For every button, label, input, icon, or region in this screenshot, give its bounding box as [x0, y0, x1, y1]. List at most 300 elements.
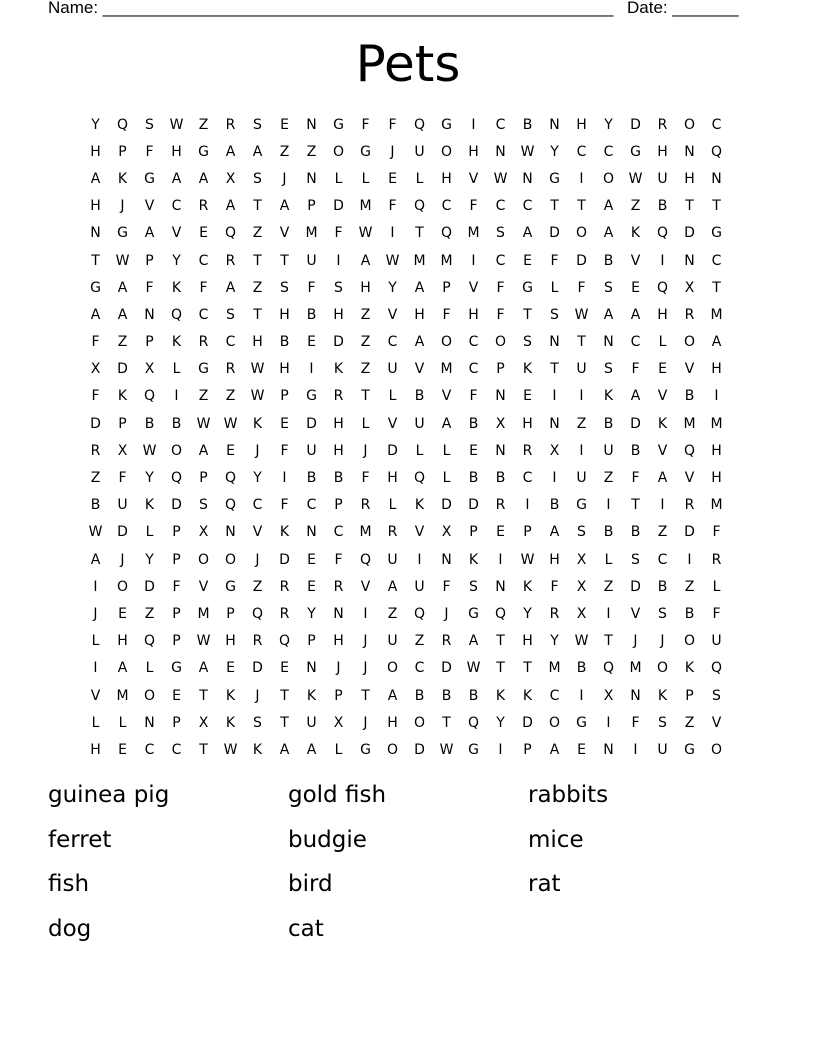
grid-letter[interactable]: O — [575, 225, 588, 242]
grid-letter[interactable]: T — [199, 741, 208, 758]
grid-letter[interactable]: Y — [145, 551, 154, 568]
grid-letter[interactable]: H — [711, 442, 722, 459]
grid-letter[interactable]: H — [387, 470, 398, 487]
grid-letter[interactable]: O — [332, 143, 345, 160]
grid-letter[interactable]: Q — [656, 279, 669, 296]
grid-letter[interactable]: E — [496, 524, 505, 541]
grid-letter[interactable]: T — [415, 225, 424, 242]
grid-letter[interactable]: D — [630, 116, 641, 133]
grid-letter[interactable]: T — [631, 497, 640, 514]
grid-letter[interactable]: O — [386, 741, 399, 758]
grid-letter[interactable]: Q — [440, 225, 453, 242]
grid-letter[interactable]: T — [253, 252, 262, 269]
grid-letter[interactable]: F — [172, 578, 181, 595]
grid-letter[interactable]: K — [468, 551, 479, 568]
grid-letter[interactable]: M — [413, 252, 426, 269]
grid-letter[interactable]: G — [468, 605, 479, 622]
grid-letter[interactable]: B — [333, 470, 344, 487]
grid-letter[interactable]: X — [603, 687, 614, 704]
grid-letter[interactable]: X — [441, 524, 452, 541]
grid-letter[interactable]: M — [548, 660, 561, 677]
grid-letter[interactable]: P — [226, 605, 235, 622]
grid-letter[interactable]: U — [576, 470, 587, 487]
grid-letter[interactable]: K — [117, 170, 128, 187]
grid-letter[interactable]: F — [118, 470, 127, 487]
grid-letter[interactable]: B — [144, 415, 155, 432]
grid-letter[interactable]: K — [657, 687, 668, 704]
grid-letter[interactable]: A — [414, 334, 425, 351]
grid-letter[interactable]: I — [633, 741, 638, 758]
grid-letter[interactable]: A — [441, 415, 452, 432]
grid-letter[interactable]: K — [684, 660, 695, 677]
grid-letter[interactable]: H — [657, 143, 668, 160]
grid-letter[interactable]: O — [548, 714, 561, 731]
grid-letter[interactable]: Q — [359, 551, 372, 568]
grid-letter[interactable]: E — [577, 741, 586, 758]
grid-letter[interactable]: C — [711, 252, 722, 269]
grid-letter[interactable]: F — [91, 388, 100, 405]
grid-letter[interactable]: Q — [224, 225, 237, 242]
grid-letter[interactable]: R — [225, 116, 236, 133]
grid-letter[interactable]: C — [576, 143, 587, 160]
grid-letter[interactable]: K — [522, 578, 533, 595]
grid-letter[interactable]: B — [549, 497, 560, 514]
grid-letter[interactable]: T — [712, 279, 721, 296]
grid-letter[interactable]: N — [549, 415, 560, 432]
grid-letter[interactable]: V — [441, 388, 452, 405]
grid-letter[interactable]: E — [280, 415, 289, 432]
grid-letter[interactable]: W — [196, 633, 211, 650]
grid-letter[interactable]: U — [414, 578, 425, 595]
grid-letter[interactable]: H — [252, 334, 263, 351]
grid-letter[interactable]: A — [657, 470, 668, 487]
grid-letter[interactable]: X — [576, 578, 587, 595]
grid-letter[interactable]: X — [495, 415, 506, 432]
grid-letter[interactable]: I — [471, 116, 476, 133]
grid-letter[interactable]: A — [144, 225, 155, 242]
grid-letter[interactable]: B — [684, 388, 695, 405]
grid-letter[interactable]: I — [714, 388, 719, 405]
grid-letter[interactable]: N — [225, 524, 236, 541]
grid-letter[interactable]: A — [90, 170, 101, 187]
grid-letter[interactable]: P — [334, 687, 343, 704]
grid-letter[interactable]: I — [579, 442, 584, 459]
grid-letter[interactable]: A — [414, 279, 425, 296]
grid-letter[interactable]: J — [363, 442, 368, 459]
grid-letter[interactable]: H — [333, 442, 344, 459]
grid-letter[interactable]: Z — [360, 306, 371, 323]
grid-letter[interactable]: H — [279, 306, 290, 323]
grid-letter[interactable]: O — [683, 633, 696, 650]
grid-letter[interactable]: F — [280, 442, 289, 459]
grid-letter[interactable]: Z — [360, 334, 371, 351]
grid-letter[interactable]: G — [360, 143, 371, 160]
grid-letter[interactable]: F — [145, 279, 154, 296]
grid-letter[interactable]: V — [630, 605, 641, 622]
grid-letter[interactable]: S — [523, 334, 532, 351]
grid-letter[interactable]: A — [171, 170, 182, 187]
grid-letter[interactable]: T — [199, 687, 208, 704]
grid-letter[interactable]: S — [469, 578, 478, 595]
grid-letter[interactable]: A — [630, 306, 641, 323]
grid-letter[interactable]: I — [687, 551, 692, 568]
grid-letter[interactable]: V — [198, 578, 209, 595]
grid-letter[interactable]: R — [684, 306, 695, 323]
grid-letter[interactable]: T — [550, 361, 559, 378]
grid-letter[interactable]: J — [633, 633, 638, 650]
grid-letter[interactable]: N — [144, 306, 155, 323]
grid-letter[interactable]: Z — [198, 116, 209, 133]
grid-letter[interactable]: H — [387, 714, 398, 731]
grid-letter[interactable]: G — [468, 741, 479, 758]
grid-letter[interactable]: R — [225, 252, 236, 269]
grid-letter[interactable]: A — [117, 306, 128, 323]
grid-letter[interactable]: Y — [550, 143, 559, 160]
grid-letter[interactable]: K — [117, 388, 128, 405]
grid-letter[interactable]: F — [631, 714, 640, 731]
grid-letter[interactable]: F — [712, 524, 721, 541]
grid-letter[interactable]: I — [93, 660, 98, 677]
grid-letter[interactable]: H — [333, 633, 344, 650]
grid-letter[interactable]: Q — [710, 143, 723, 160]
grid-letter[interactable]: H — [414, 306, 425, 323]
grid-letter[interactable]: I — [579, 170, 584, 187]
grid-letter[interactable]: E — [658, 361, 667, 378]
grid-letter[interactable]: W — [574, 306, 589, 323]
grid-letter[interactable]: H — [90, 198, 101, 215]
grid-letter[interactable]: J — [336, 660, 341, 677]
grid-letter[interactable]: K — [252, 741, 263, 758]
grid-letter[interactable]: Q — [413, 198, 426, 215]
grid-letter[interactable]: J — [390, 143, 395, 160]
grid-letter[interactable]: Z — [630, 198, 641, 215]
grid-letter[interactable]: I — [390, 225, 395, 242]
grid-letter[interactable]: O — [683, 116, 696, 133]
grid-letter[interactable]: K — [225, 714, 236, 731]
grid-letter[interactable]: O — [224, 551, 237, 568]
grid-letter[interactable]: G — [522, 279, 533, 296]
grid-letter[interactable]: A — [198, 442, 209, 459]
grid-letter[interactable]: H — [90, 143, 101, 160]
grid-letter[interactable]: X — [144, 361, 155, 378]
grid-letter[interactable]: N — [306, 170, 317, 187]
grid-letter[interactable]: I — [606, 605, 611, 622]
grid-letter[interactable]: U — [576, 361, 587, 378]
grid-letter[interactable]: E — [523, 388, 532, 405]
grid-letter[interactable]: X — [198, 524, 209, 541]
grid-letter[interactable]: Q — [170, 470, 183, 487]
grid-letter[interactable]: G — [360, 741, 371, 758]
grid-letter[interactable]: B — [468, 470, 479, 487]
grid-letter[interactable]: R — [549, 605, 560, 622]
grid-letter[interactable]: K — [630, 225, 641, 242]
grid-letter[interactable]: C — [333, 524, 344, 541]
grid-letter[interactable]: Z — [684, 714, 695, 731]
grid-letter[interactable]: P — [307, 198, 316, 215]
grid-letter[interactable]: U — [306, 442, 317, 459]
grid-letter[interactable]: H — [549, 551, 560, 568]
grid-letter[interactable]: Y — [307, 605, 316, 622]
grid-letter[interactable]: P — [685, 687, 694, 704]
grid-letter[interactable]: X — [549, 442, 560, 459]
grid-letter[interactable]: C — [495, 116, 506, 133]
grid-letter[interactable]: A — [711, 334, 722, 351]
grid-letter[interactable]: P — [172, 551, 181, 568]
grid-letter[interactable]: P — [118, 415, 127, 432]
grid-letter[interactable]: B — [657, 198, 668, 215]
grid-letter[interactable]: W — [223, 415, 238, 432]
grid-letter[interactable]: Y — [604, 116, 613, 133]
grid-letter[interactable]: J — [255, 687, 260, 704]
grid-letter[interactable]: Q — [710, 660, 723, 677]
grid-letter[interactable]: N — [630, 687, 641, 704]
grid-letter[interactable]: K — [144, 497, 155, 514]
grid-letter[interactable]: P — [172, 524, 181, 541]
grid-letter[interactable]: R — [711, 551, 722, 568]
grid-letter[interactable]: L — [334, 170, 343, 187]
grid-letter[interactable]: Q — [170, 306, 183, 323]
grid-letter[interactable]: Y — [91, 116, 100, 133]
grid-letter[interactable]: D — [171, 497, 182, 514]
grid-letter[interactable]: M — [440, 252, 453, 269]
grid-letter[interactable]: B — [468, 687, 479, 704]
grid-letter[interactable]: P — [280, 388, 289, 405]
grid-letter[interactable]: V — [630, 252, 641, 269]
grid-letter[interactable]: F — [712, 605, 721, 622]
grid-letter[interactable]: N — [306, 524, 317, 541]
grid-letter[interactable]: N — [306, 660, 317, 677]
grid-letter[interactable]: L — [361, 170, 370, 187]
grid-letter[interactable]: T — [685, 198, 694, 215]
grid-letter[interactable]: V — [468, 279, 479, 296]
grid-letter[interactable]: D — [306, 415, 317, 432]
grid-letter[interactable]: L — [334, 741, 343, 758]
grid-letter[interactable]: C — [441, 198, 452, 215]
grid-letter[interactable]: M — [629, 660, 642, 677]
grid-letter[interactable]: U — [387, 633, 398, 650]
grid-letter[interactable]: A — [549, 524, 560, 541]
grid-letter[interactable]: I — [309, 361, 314, 378]
grid-letter[interactable]: F — [577, 279, 586, 296]
grid-letter[interactable]: F — [496, 306, 505, 323]
grid-letter[interactable]: F — [631, 361, 640, 378]
grid-letter[interactable]: Y — [550, 633, 559, 650]
grid-letter[interactable]: I — [579, 388, 584, 405]
grid-letter[interactable]: B — [495, 470, 506, 487]
grid-letter[interactable]: D — [441, 497, 452, 514]
grid-letter[interactable]: Z — [252, 225, 263, 242]
grid-letter[interactable]: Q — [413, 470, 426, 487]
grid-letter[interactable]: D — [630, 415, 641, 432]
grid-letter[interactable]: O — [116, 578, 129, 595]
grid-letter[interactable]: J — [255, 551, 260, 568]
grid-letter[interactable]: H — [441, 170, 452, 187]
grid-letter[interactable]: N — [684, 252, 695, 269]
grid-letter[interactable]: V — [684, 470, 695, 487]
name-field-label[interactable]: Name: ______________________________________________________ — [48, 0, 614, 17]
grid-letter[interactable]: Z — [360, 361, 371, 378]
grid-letter[interactable]: O — [656, 660, 669, 677]
grid-letter[interactable]: P — [496, 361, 505, 378]
grid-letter[interactable]: E — [199, 225, 208, 242]
grid-letter[interactable]: G — [171, 660, 182, 677]
grid-letter[interactable]: Q — [224, 497, 237, 514]
grid-letter[interactable]: Q — [656, 225, 669, 242]
grid-letter[interactable]: Q — [413, 116, 426, 133]
grid-letter[interactable]: I — [498, 741, 503, 758]
grid-letter[interactable]: M — [710, 497, 723, 514]
grid-letter[interactable]: T — [361, 388, 370, 405]
grid-letter[interactable]: P — [199, 470, 208, 487]
grid-letter[interactable]: N — [549, 116, 560, 133]
grid-letter[interactable]: R — [522, 442, 533, 459]
grid-letter[interactable]: B — [603, 252, 614, 269]
grid-letter[interactable]: H — [657, 306, 668, 323]
grid-letter[interactable]: F — [442, 578, 451, 595]
grid-letter[interactable]: V — [90, 687, 101, 704]
grid-letter[interactable]: P — [145, 334, 154, 351]
grid-letter[interactable]: A — [522, 225, 533, 242]
grid-letter[interactable]: C — [414, 660, 425, 677]
grid-letter[interactable]: U — [603, 442, 614, 459]
grid-letter[interactable]: S — [253, 714, 262, 731]
grid-letter[interactable]: W — [466, 660, 481, 677]
grid-letter[interactable]: J — [363, 660, 368, 677]
date-field-label[interactable]: Date: _______ — [627, 0, 739, 17]
grid-letter[interactable]: J — [660, 633, 665, 650]
grid-letter[interactable]: S — [604, 361, 613, 378]
grid-letter[interactable]: V — [252, 524, 263, 541]
grid-letter[interactable]: H — [468, 306, 479, 323]
grid-letter[interactable]: W — [493, 170, 508, 187]
grid-letter[interactable]: J — [363, 633, 368, 650]
grid-letter[interactable]: A — [90, 306, 101, 323]
grid-letter[interactable]: Z — [198, 388, 209, 405]
grid-letter[interactable]: D — [684, 524, 695, 541]
grid-letter[interactable]: X — [333, 714, 344, 731]
grid-letter[interactable]: O — [602, 170, 615, 187]
grid-letter[interactable]: T — [280, 714, 289, 731]
grid-letter[interactable]: Q — [224, 470, 237, 487]
grid-letter[interactable]: B — [603, 415, 614, 432]
grid-letter[interactable]: V — [414, 524, 425, 541]
grid-letter[interactable]: O — [386, 660, 399, 677]
grid-letter[interactable]: B — [414, 388, 425, 405]
grid-letter[interactable]: A — [468, 633, 479, 650]
grid-letter[interactable]: G — [711, 225, 722, 242]
grid-letter[interactable]: T — [442, 714, 451, 731]
grid-letter[interactable]: I — [525, 497, 530, 514]
grid-letter[interactable]: S — [658, 605, 667, 622]
grid-letter[interactable]: A — [225, 143, 236, 160]
grid-letter[interactable]: P — [469, 524, 478, 541]
grid-letter[interactable]: F — [307, 279, 316, 296]
grid-letter[interactable]: D — [414, 741, 425, 758]
grid-letter[interactable]: J — [120, 551, 125, 568]
grid-letter[interactable]: U — [657, 170, 668, 187]
grid-letter[interactable]: J — [282, 170, 287, 187]
grid-letter[interactable]: H — [522, 633, 533, 650]
grid-letter[interactable]: J — [120, 198, 125, 215]
grid-letter[interactable]: T — [496, 633, 505, 650]
grid-letter[interactable]: R — [684, 497, 695, 514]
grid-letter[interactable]: G — [198, 361, 209, 378]
grid-letter[interactable]: C — [171, 741, 182, 758]
grid-letter[interactable]: B — [171, 415, 182, 432]
grid-letter[interactable]: A — [279, 741, 290, 758]
grid-letter[interactable]: N — [522, 170, 533, 187]
grid-letter[interactable]: D — [549, 225, 560, 242]
grid-letter[interactable]: T — [280, 687, 289, 704]
grid-letter[interactable]: C — [549, 687, 560, 704]
grid-letter[interactable]: L — [658, 334, 667, 351]
grid-letter[interactable]: G — [306, 388, 317, 405]
grid-letter[interactable]: O — [197, 551, 210, 568]
grid-letter[interactable]: W — [88, 524, 103, 541]
grid-letter[interactable]: L — [604, 551, 613, 568]
grid-letter[interactable]: H — [468, 143, 479, 160]
grid-letter[interactable]: M — [116, 687, 129, 704]
grid-letter[interactable]: W — [520, 143, 535, 160]
grid-letter[interactable]: Q — [683, 442, 696, 459]
grid-letter[interactable]: Z — [387, 605, 398, 622]
grid-letter[interactable]: Z — [306, 143, 317, 160]
grid-letter[interactable]: H — [90, 741, 101, 758]
grid-letter[interactable]: R — [252, 633, 263, 650]
grid-letter[interactable]: F — [334, 551, 343, 568]
grid-letter[interactable]: H — [333, 415, 344, 432]
grid-letter[interactable]: M — [440, 361, 453, 378]
grid-letter[interactable]: M — [683, 415, 696, 432]
grid-letter[interactable]: M — [197, 605, 210, 622]
grid-letter[interactable]: I — [336, 252, 341, 269]
grid-letter[interactable]: G — [117, 225, 128, 242]
grid-letter[interactable]: W — [250, 388, 265, 405]
grid-letter[interactable]: G — [630, 143, 641, 160]
grid-letter[interactable]: B — [630, 442, 641, 459]
grid-letter[interactable]: R — [387, 524, 398, 541]
grid-letter[interactable]: E — [118, 605, 127, 622]
grid-letter[interactable]: L — [91, 714, 100, 731]
grid-letter[interactable]: K — [333, 361, 344, 378]
grid-letter[interactable]: A — [387, 578, 398, 595]
grid-letter[interactable]: S — [577, 524, 586, 541]
grid-letter[interactable]: E — [280, 116, 289, 133]
grid-letter[interactable]: K — [657, 415, 668, 432]
grid-letter[interactable]: V — [144, 198, 155, 215]
grid-letter[interactable]: W — [520, 551, 535, 568]
grid-letter[interactable]: E — [307, 334, 316, 351]
grid-letter[interactable]: E — [118, 741, 127, 758]
grid-letter[interactable]: G — [333, 116, 344, 133]
grid-letter[interactable]: I — [282, 470, 287, 487]
grid-letter[interactable]: H — [522, 415, 533, 432]
grid-letter[interactable]: N — [144, 714, 155, 731]
grid-letter[interactable]: P — [172, 633, 181, 650]
grid-letter[interactable]: X — [576, 605, 587, 622]
grid-letter[interactable]: Z — [117, 334, 128, 351]
grid-letter[interactable]: L — [172, 361, 181, 378]
grid-letter[interactable]: M — [359, 198, 372, 215]
grid-letter[interactable]: S — [631, 551, 640, 568]
grid-letter[interactable]: I — [417, 551, 422, 568]
grid-letter[interactable]: R — [90, 442, 101, 459]
grid-letter[interactable]: S — [253, 116, 262, 133]
grid-letter[interactable]: R — [333, 388, 344, 405]
grid-letter[interactable]: N — [441, 551, 452, 568]
grid-letter[interactable]: V — [171, 225, 182, 242]
grid-letter[interactable]: N — [333, 605, 344, 622]
